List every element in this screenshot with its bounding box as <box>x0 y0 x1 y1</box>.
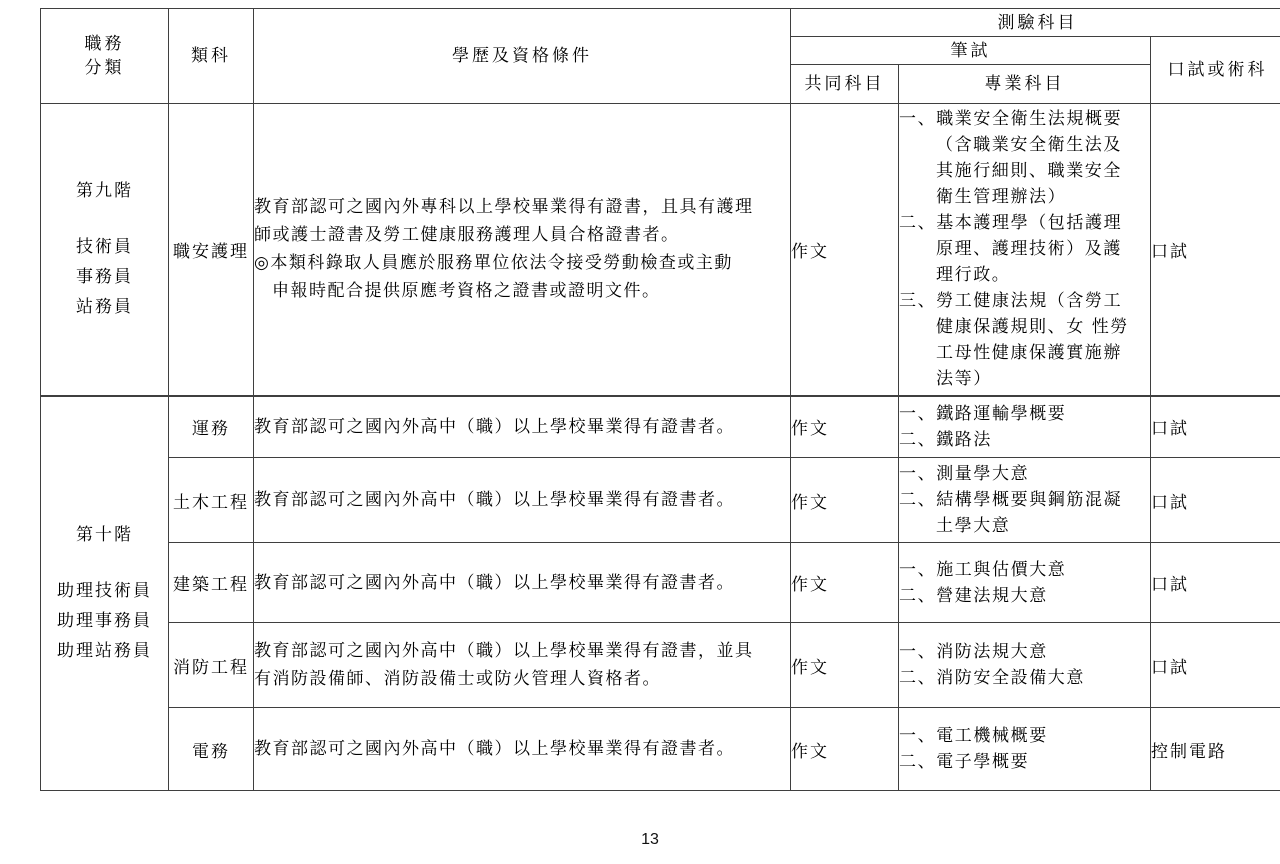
subject-line: 二、電子學概要 <box>899 752 1030 772</box>
oral-cell: 口試 <box>1151 623 1280 708</box>
qualification-cell <box>254 708 791 791</box>
subject-line: 土學大意 <box>936 516 1011 536</box>
category-cell: 運務 <box>169 396 254 458</box>
qualification-cell <box>254 396 791 458</box>
table-row-civil-engineering <box>41 458 1280 543</box>
qualification-cell <box>254 543 791 623</box>
subject-line: 二、消防安全設備大意 <box>899 668 1085 688</box>
position-label: 助理技術員 <box>57 581 152 602</box>
position-label: 事務員 <box>76 267 133 288</box>
common-subject-cell: 作文 <box>791 708 899 791</box>
header-oral-or-practical: 口試或術科 <box>1151 37 1280 104</box>
subject-line: 二、營建法規大意 <box>899 585 1048 606</box>
subject-line: （含職業安全衛生法及 <box>936 135 1122 156</box>
oral-cell: 口試 <box>1151 543 1280 623</box>
professional-subjects-cell <box>899 543 1151 623</box>
qualification-line: 師或護士證書及勞工健康服務護理人員合格證書者。 <box>254 225 680 246</box>
qualification-line: 有消防設備師、消防設備士或防火管理人資格者。 <box>254 669 661 689</box>
subject-line: 一、施工與估價大意 <box>899 559 1067 580</box>
common-subject-cell: 作文 <box>791 104 899 396</box>
qualification-line: 教育部認可之國內外高中（職）以上學校畢業得有證書者。 <box>254 490 735 510</box>
header-professional-subjects: 專業科目 <box>899 65 1151 104</box>
header-common-subjects: 共同科目 <box>791 65 899 104</box>
subject-line: 二、結構學概要與鋼筋混凝 <box>899 490 1123 510</box>
subject-line: 一、測量學大意 <box>899 464 1030 484</box>
professional-subjects-cell <box>899 458 1151 543</box>
header-category: 類科 <box>169 9 254 104</box>
position-label: 助理站務員 <box>57 641 152 662</box>
category-cell: 電務 <box>169 708 254 791</box>
qualification-line: ◎本類科錄取人員應於服務單位依法令接受勞動檢查或主動 <box>254 253 733 274</box>
position-label: 站務員 <box>76 297 133 318</box>
page-number: 13 <box>641 831 659 848</box>
qualification-line: 教育部認可之國內外高中（職）以上學校畢業得有證書者。 <box>254 572 735 593</box>
subject-line: 三、勞工健康法規（含勞工 <box>899 291 1123 312</box>
qualification-cell <box>254 458 791 543</box>
oral-cell: 口試 <box>1151 104 1280 396</box>
table-row-occupational-safety-nursing <box>41 104 1280 396</box>
table-row-electrical <box>41 708 1280 791</box>
qualification-line: 教育部認可之國內外專科以上學校畢業得有證書，且具有護理 <box>254 197 754 218</box>
header-qualification: 學歷及資格條件 <box>254 9 791 104</box>
qualification-line: 申報時配合提供原應考資格之證書或證明文件。 <box>272 281 661 302</box>
table-row-transport <box>41 396 1280 458</box>
category-cell: 消防工程 <box>169 623 254 708</box>
table-row-fire-protection-engineering <box>41 623 1280 708</box>
common-subject-cell: 作文 <box>791 543 899 623</box>
subject-line: 原理、護理技術）及護 <box>936 239 1122 260</box>
category-cell: 職安護理 <box>169 104 254 396</box>
category-cell: 土木工程 <box>169 458 254 543</box>
subject-line: 一、電工機械概要 <box>899 726 1048 746</box>
subject-line: 理行政。 <box>936 265 1011 286</box>
table-row-architecture-engineering <box>41 543 1280 623</box>
header-written-test: 筆試 <box>791 37 1151 65</box>
oral-cell: 口試 <box>1151 458 1280 543</box>
header-row-1 <box>41 9 1280 37</box>
position-label: 技術員 <box>76 237 133 258</box>
subject-line: 其施行細則、職業安全 <box>936 161 1122 182</box>
oral-cell: 控制電路 <box>1151 708 1280 791</box>
category-cell: 建築工程 <box>169 543 254 623</box>
subject-line: 法等） <box>936 369 992 390</box>
qualification-line: 教育部認可之國內外高中（職）以上學校畢業得有證書者。 <box>254 416 735 437</box>
subject-line: 衛生管理辦法） <box>936 187 1067 208</box>
oral-cell: 口試 <box>1151 396 1280 458</box>
position-label: 助理事務員 <box>57 611 152 632</box>
professional-subjects-cell <box>899 396 1151 458</box>
header-test-subjects: 測驗科目 <box>791 9 1280 37</box>
subject-line: 一、職業安全衛生法規概要 <box>899 109 1123 130</box>
subject-line: 健康保護規則、女 性勞 <box>936 317 1130 338</box>
header-job-classification-line2: 分類 <box>84 58 125 78</box>
subject-line: 工母性健康保護實施辦 <box>936 343 1122 364</box>
job-classification-cell-grade9 <box>41 104 169 396</box>
subject-line: 二、鐵路法 <box>899 429 992 450</box>
common-subject-cell: 作文 <box>791 623 899 708</box>
exam-subjects-table <box>40 8 1280 791</box>
grade-label: 第九階 <box>76 181 133 202</box>
subject-line: 二、基本護理學（包括護理 <box>899 213 1123 234</box>
qualification-cell <box>254 623 791 708</box>
job-classification-cell-grade10 <box>41 396 169 791</box>
subject-line: 一、消防法規大意 <box>899 642 1048 662</box>
qualification-line: 教育部認可之國內外高中（職）以上學校畢業得有證書者。 <box>254 739 735 759</box>
subject-line: 一、鐵路運輸學概要 <box>899 403 1067 424</box>
professional-subjects-cell <box>899 104 1151 396</box>
header-job-classification <box>41 9 169 104</box>
qualification-line: 教育部認可之國內外高中（職）以上學校畢業得有證書，並具 <box>254 641 754 661</box>
qualification-cell <box>254 104 791 396</box>
professional-subjects-cell <box>899 623 1151 708</box>
header-job-classification-line1: 職務 <box>84 34 125 54</box>
professional-subjects-cell <box>899 708 1151 791</box>
grade-label: 第十階 <box>76 525 133 546</box>
common-subject-cell: 作文 <box>791 396 899 458</box>
common-subject-cell: 作文 <box>791 458 899 543</box>
